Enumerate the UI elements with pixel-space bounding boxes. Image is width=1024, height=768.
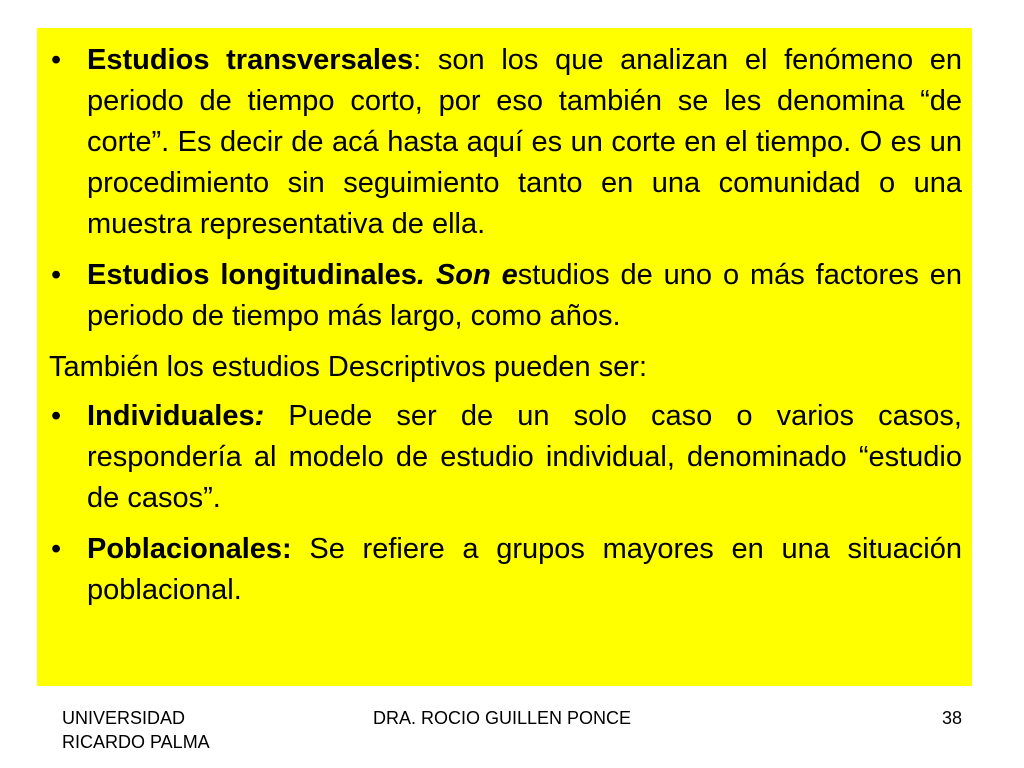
bullet-icon: • bbox=[51, 44, 62, 76]
footer-university bbox=[62, 706, 210, 754]
definition-individuales: Puede ser de un solo caso o varios casos, respondería al modelo de estudio individual, denominado “estudio de casos”. bbox=[87, 400, 962, 514]
bullet-icon: • bbox=[51, 533, 62, 565]
footer-author: DRA. ROCIO GUILLEN PONCE bbox=[373, 708, 632, 728]
intro-line: También los estudios Descriptivos pueden ser: bbox=[49, 351, 648, 383]
bullet-item-individuales bbox=[49, 396, 962, 519]
bullet-item-longitudinales bbox=[49, 255, 962, 337]
bullet-icon: • bbox=[51, 400, 62, 432]
italic-fragment: Son e bbox=[424, 259, 518, 291]
footer-university-line1: UNIVERSIDAD bbox=[62, 708, 186, 728]
bullet-icon: • bbox=[51, 259, 62, 291]
slide-content bbox=[37, 28, 972, 686]
term-individuales: Individuales bbox=[87, 400, 255, 432]
definition-longitudinales: studios de uno o más factores en periodo de tiempo más largo, como años. bbox=[87, 259, 962, 332]
bullet-item-transversales bbox=[49, 40, 962, 245]
footer-university-line2: RICARDO PALMA bbox=[62, 732, 210, 752]
term-transversales: Estudios transversales bbox=[87, 44, 414, 76]
bullet-item-poblacionales bbox=[49, 529, 962, 611]
term-longitudinales: Estudios longitudinales bbox=[87, 259, 417, 291]
term-poblacionales: Poblacionales: bbox=[87, 533, 292, 565]
definition-transversales: son los que analizan el fenómeno en periodo de tiempo corto, por eso también se les denomina “de corte”. Es decir de acá hasta aquí es un corte en el tiempo. O es un procedimiento sin seguimiento tanto en una comunidad o una muestra representativa de ella. bbox=[87, 44, 962, 240]
definition-poblacionales: Se refiere a grupos mayores en una situación poblacional. bbox=[87, 533, 962, 606]
term-dot: . bbox=[416, 259, 425, 291]
term-colon: : bbox=[413, 44, 422, 76]
footer-page-number: 38 bbox=[942, 708, 963, 728]
term-colon: : bbox=[254, 400, 265, 432]
